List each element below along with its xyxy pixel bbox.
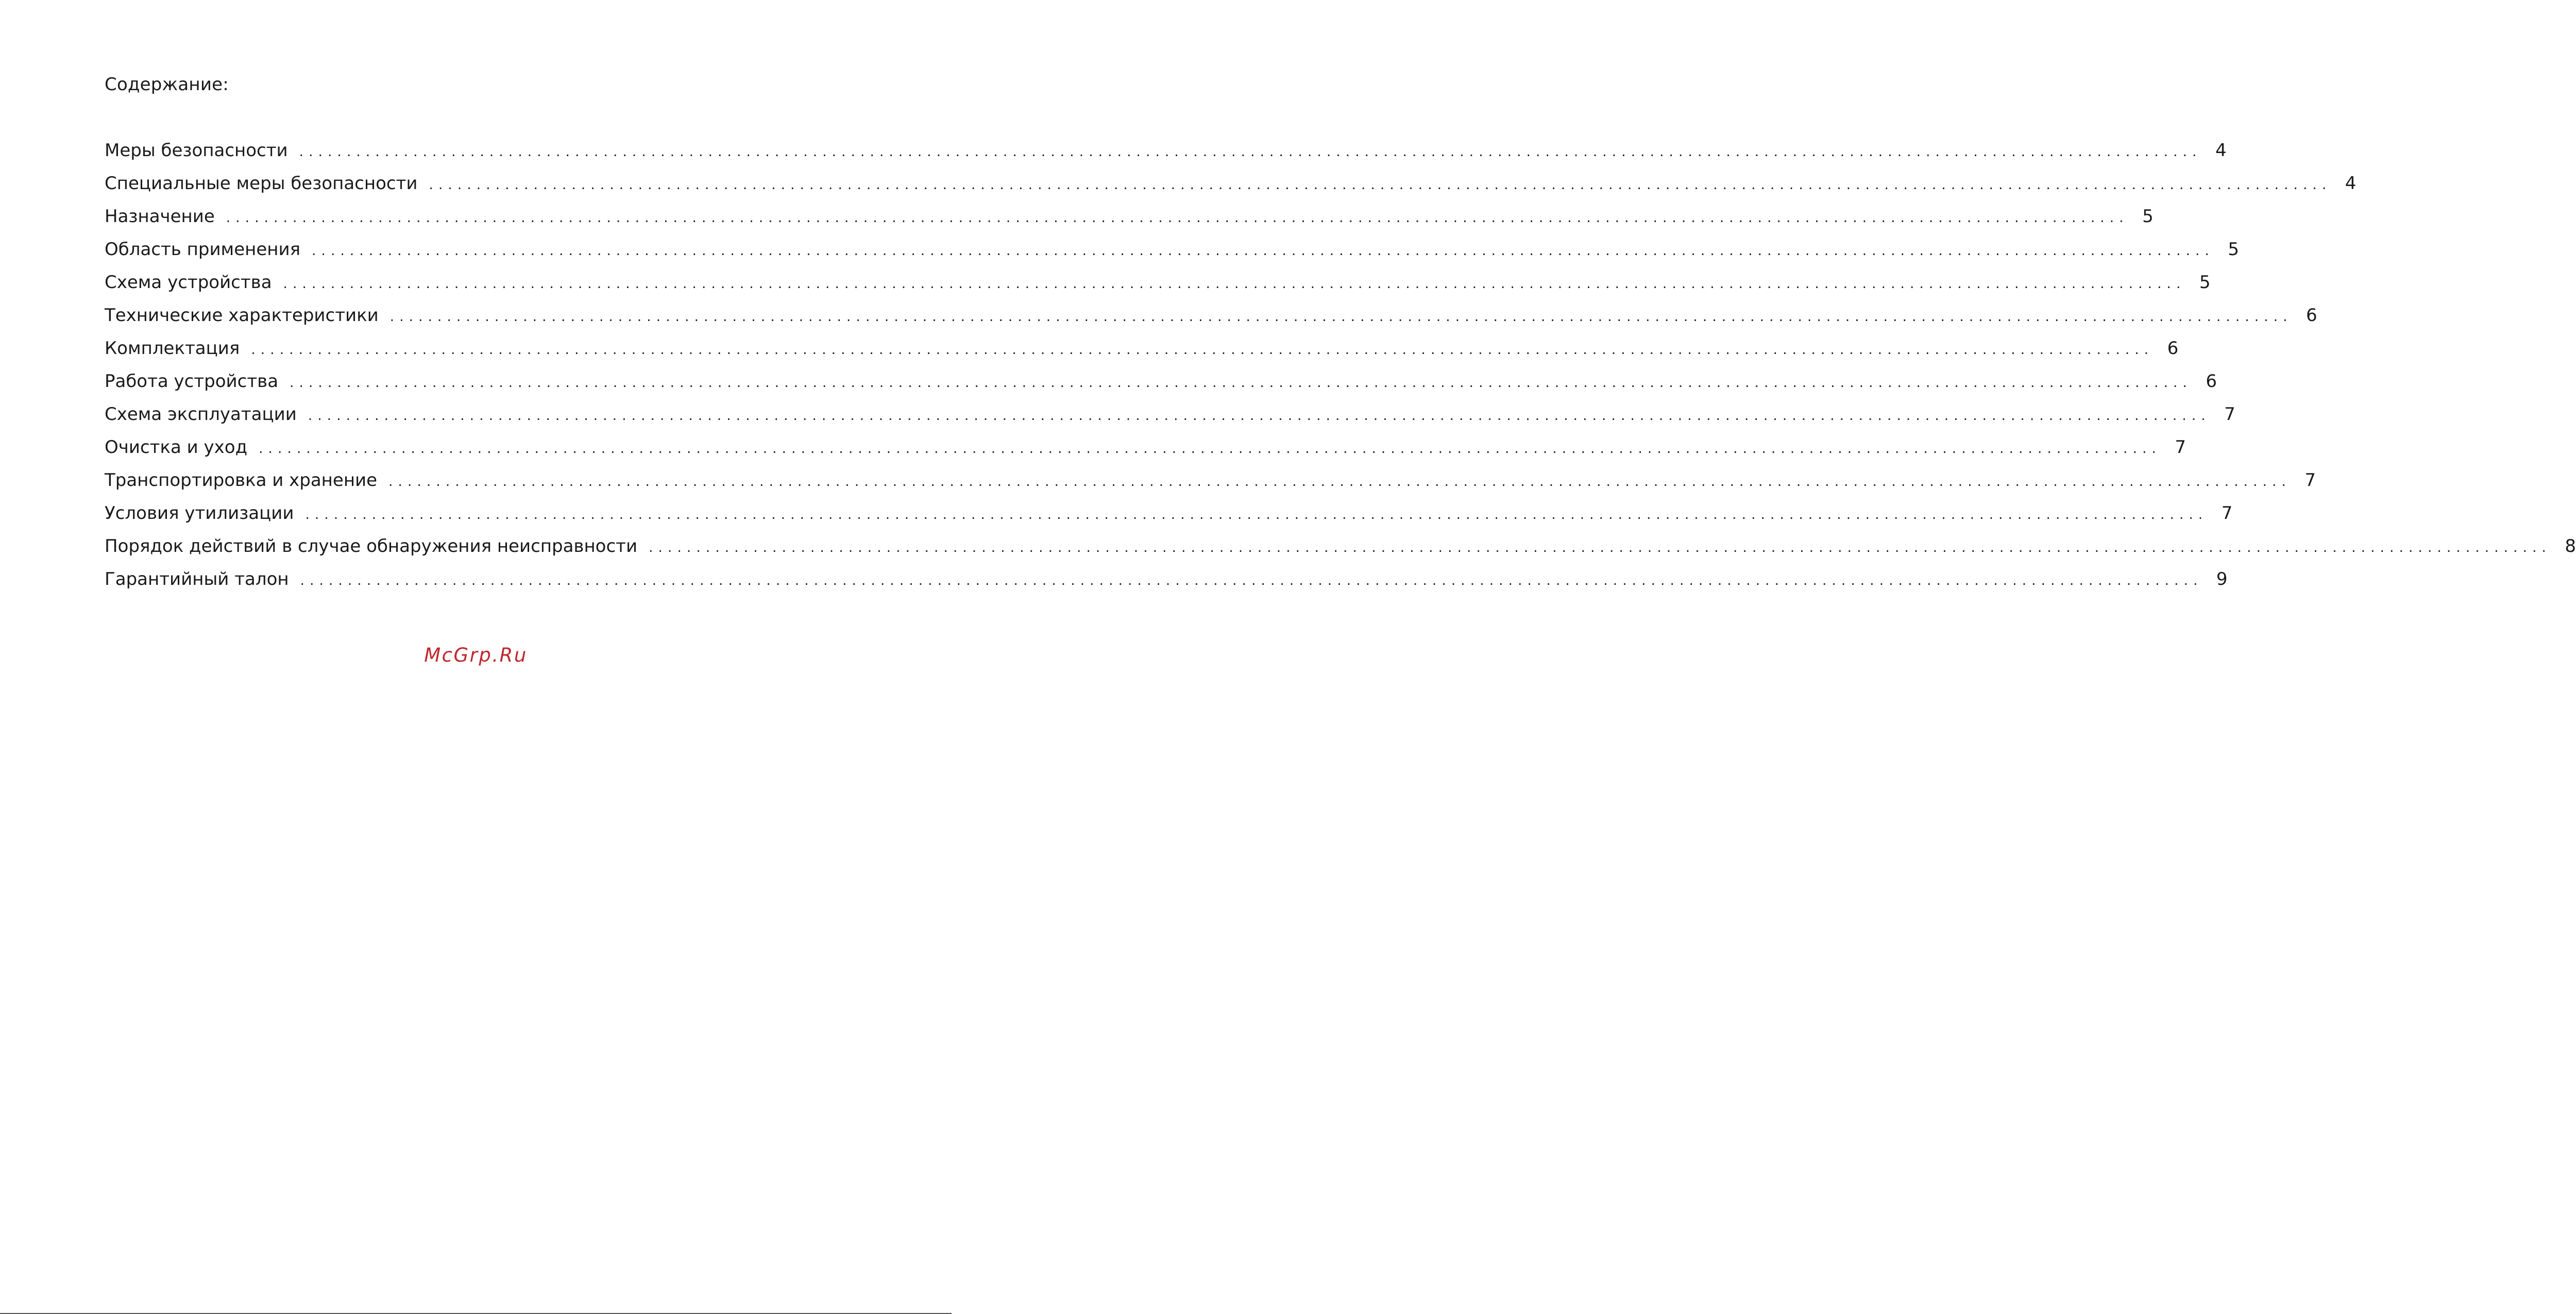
dot-leader: ........................................................................................................................................................................................................	[389, 309, 2293, 325]
toc-item-page: 9	[2216, 569, 2228, 589]
toc-item-title: Порядок действий в случае обнаружения неисправности	[105, 536, 638, 557]
toc-item-page: 4	[2215, 140, 2227, 161]
toc-list	[105, 137, 2576, 599]
dot-leader: ........................................................................................................................................................................................................	[388, 474, 2291, 490]
toc-item[interactable]	[105, 203, 2154, 236]
toc-item-page: 5	[2199, 272, 2211, 293]
toc-item[interactable]	[105, 170, 2357, 203]
toc-item[interactable]	[105, 269, 2211, 302]
toc-item-title: Транспортировка и хранение	[105, 470, 378, 491]
dot-leader: ........................................................................................................................................................................................................	[283, 276, 2186, 292]
watermark-logo: McGrp.Ru	[424, 644, 528, 666]
toc-item[interactable]	[105, 500, 2233, 533]
toc-item-title: Гарантийный талон	[105, 569, 289, 589]
toc-item-title: Специальные меры безопасности	[105, 173, 418, 194]
toc-item[interactable]	[105, 434, 2187, 467]
dot-leader: ........................................................................................................................................................................................................	[312, 243, 2214, 259]
toc-item[interactable]	[105, 302, 2317, 335]
dot-leader: ........................................................................................................................................................................................................	[299, 144, 2202, 160]
toc-item-page: 6	[2167, 338, 2179, 359]
dot-leader: ........................................................................................................................................................................................................	[649, 540, 2552, 555]
toc-item-page: 7	[2221, 503, 2233, 524]
toc-item-title: Условия утилизации	[105, 503, 294, 524]
toc-item-title: Схема устройства	[105, 272, 272, 293]
dot-leader: ........................................................................................................................................................................................................	[251, 342, 2154, 358]
dot-leader: ........................................................................................................................................................................................................	[290, 375, 2192, 391]
dot-leader: ........................................................................................................................................................................................................	[429, 177, 2332, 193]
toc-item-page: 7	[2224, 404, 2235, 425]
toc-item[interactable]	[105, 137, 2227, 170]
toc-item[interactable]	[105, 566, 2228, 599]
toc-item-page: 5	[2142, 206, 2154, 227]
dot-leader: ........................................................................................................................................................................................................	[308, 408, 2211, 424]
toc-item-title: Очистка и уход	[105, 437, 248, 458]
toc-item-title: Работа устройства	[105, 371, 279, 392]
dot-leader: ........................................................................................................................................................................................................	[226, 210, 2129, 226]
toc-item-title: Область применения	[105, 239, 301, 260]
toc-item-title: Технические характеристики	[105, 305, 379, 326]
toc-item-page: 6	[2306, 305, 2317, 326]
toc-item-page: 4	[2345, 173, 2357, 194]
dot-leader: ........................................................................................................................................................................................................	[300, 573, 2203, 588]
toc-item-page: 6	[2206, 371, 2217, 392]
toc-item-page: 7	[2175, 437, 2187, 458]
toc-item-page: 8	[2565, 536, 2576, 557]
toc-item-page: 5	[2228, 239, 2239, 260]
toc-item[interactable]	[105, 467, 2316, 500]
toc-item-title: Схема эксплуатации	[105, 404, 297, 425]
toc-item[interactable]	[105, 236, 2239, 269]
toc-item-title: Комплектация	[105, 338, 240, 359]
toc-item[interactable]	[105, 401, 2235, 434]
dot-leader: ........................................................................................................................................................................................................	[305, 507, 2208, 523]
toc-item[interactable]	[105, 533, 2576, 566]
toc-item-page: 7	[2304, 470, 2316, 491]
toc-heading: Содержание:	[105, 74, 229, 95]
toc-item-title: Меры безопасности	[105, 140, 288, 161]
dot-leader: ........................................................................................................................................................................................................	[259, 441, 2162, 457]
toc-item-title: Назначение	[105, 206, 215, 227]
toc-item[interactable]	[105, 368, 2217, 401]
toc-item[interactable]	[105, 335, 2179, 368]
